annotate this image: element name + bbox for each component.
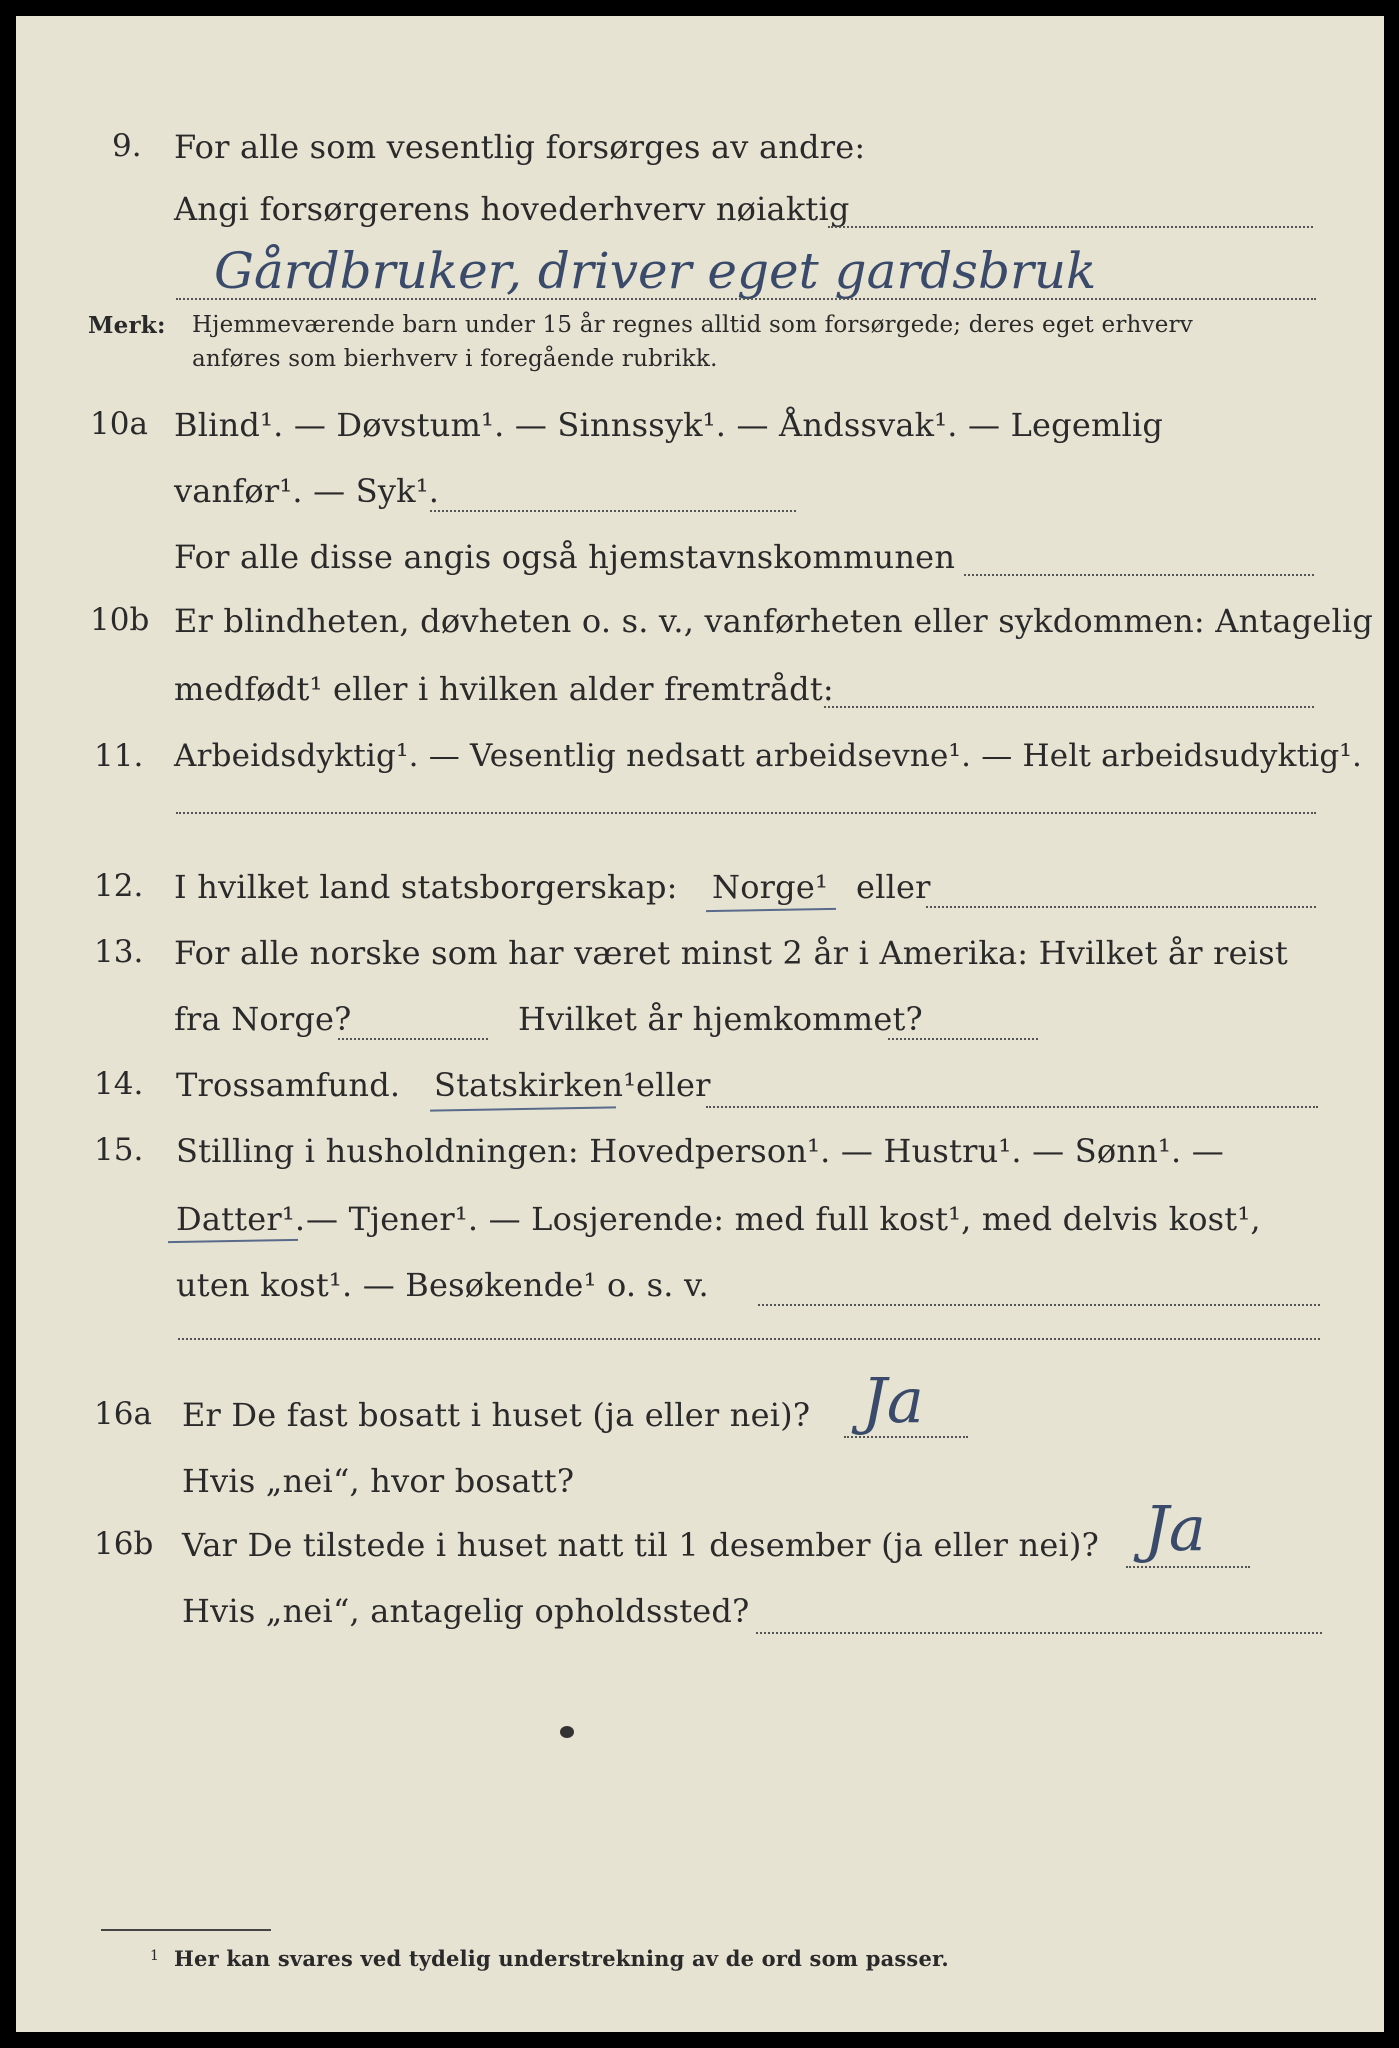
q9-subrow [16,190,1384,240]
q9-fill-line [828,226,1313,228]
q11-row [16,738,1384,788]
q13-row [16,934,1384,984]
q16a-question: Er De fast bosatt i huset (ja eller nei)? [182,1396,811,1434]
footnote [16,1946,1384,1986]
q11-number: 11. [94,738,144,774]
census-form-page [16,16,1384,2032]
ink-dot [560,1726,574,1738]
q16b-handwritten-answer: Ja [1144,1492,1206,1565]
q9-number: 9. [112,128,142,164]
q10a-line1: Blind¹. — Døvstum¹. — Sinnssyk¹. — Åndssvak¹. — Legemlig [174,406,1164,444]
merk-line2: anføres som bierhverv i foregående rubrikk. [192,346,718,372]
q9-question: For alle som vesentlig forsørges av andre: [174,128,866,166]
q13-line2-b: Hvilket år hjemkommet? [518,1000,923,1038]
q16b-question: Var De tilstede i huset natt til 1 desember (ja eller nei)? [182,1526,1099,1564]
q15-line3: uten kost¹. — Besøkende¹ o. s. v. [176,1266,709,1304]
footnote-rule [101,1929,271,1931]
q10a-number: 10a [90,406,148,442]
q14-or: eller [636,1066,711,1104]
q9-subquestion: Angi forsørgerens hovederhverv nøiaktig [174,190,850,228]
q11-fill-line [176,812,1316,814]
q15-row2 [16,1200,1384,1250]
q14-number: 14. [94,1066,144,1102]
merk-note [16,308,1384,378]
q10a-row3 [16,538,1384,588]
q15-option-datter: Datter¹. [176,1200,306,1238]
q10a-fill-line [430,510,796,512]
q16a-handwritten-answer: Ja [862,1364,924,1437]
q12-fill-line [926,906,1316,908]
q14-option-statskirken: Statskirken¹ [434,1066,637,1104]
q10a-row [16,406,1384,456]
q16b-answer-line [1126,1566,1250,1568]
footnote-mark: 1 [150,1948,160,1964]
q14-row [16,1066,1384,1116]
q13-row2 [16,1000,1384,1050]
q13-year-left-line [338,1038,488,1040]
q16b-fill-line [756,1632,1322,1634]
q16a-row [16,1396,1384,1446]
q9-answer-line [176,298,1316,300]
q9-handwritten-answer: Gårdbruker, driver eget gardsbruk [214,242,1097,300]
q11-line1: Arbeidsdyktig¹. — Vesentlig nedsatt arbeidsevne¹. — Helt arbeidsudyktig¹. [174,738,1363,774]
q10b-line1: Er blindheten, døvheten o. s. v., vanførheten eller sykdommen: Antagelig [174,602,1374,640]
q15-row [16,1132,1384,1182]
footnote-text: Her kan svares ved tydelig understrekning av de ord som passer. [174,1946,949,1971]
q15-line1: Stilling i husholdningen: Hovedperson¹. — Hustru¹. — Sønn¹. — [176,1132,1224,1170]
q13-year-right-line [888,1038,1038,1040]
q10b-fill-line [824,706,1314,708]
q16b-number: 16b [94,1526,154,1562]
q12-number: 12. [94,868,144,904]
q15-fill-line [758,1304,1320,1306]
q13-number: 13. [94,934,144,970]
merk-label: Merk: [88,312,166,339]
q13-line2-a: fra Norge? [174,1000,352,1038]
q10a-row2 [16,472,1384,522]
q10a-line2: vanfør¹. — Syk¹. [174,472,440,510]
q15-line2: — Tjener¹. — Losjerende: med full kost¹, med delvis kost¹, [306,1200,1261,1238]
q15-row3 [16,1266,1384,1316]
q12-or: eller [856,868,931,906]
q13-line1: For alle norske som har været minst 2 år i Amerika: Hvilket år reist [174,934,1288,972]
q15-fill-line2 [178,1338,1320,1340]
q12-question: I hvilket land statsborgerskap: [174,868,678,906]
q14-question: Trossamfund. [176,1066,401,1104]
q12-row [16,868,1384,918]
q10b-number: 10b [90,602,150,638]
q10a-line3: For alle disse angis også hjemstavnskommunen [174,538,956,576]
q14-fill-line [706,1106,1318,1108]
q16b-line2: Hvis „nei“, antagelig opholdssted? [182,1592,750,1630]
q16a-line2: Hvis „nei“, hvor bosatt? [182,1462,575,1500]
q12-option-norge: Norge¹ [712,868,829,906]
q10b-line2: medfødt¹ eller i hvilken alder fremtrådt: [174,670,834,708]
q10b-row2 [16,670,1384,720]
q9-row [16,128,1384,178]
q16a-number: 16a [94,1396,152,1432]
q16b-row2 [16,1592,1384,1642]
merk-line1: Hjemmeværende barn under 15 år regnes alltid som forsørgede; deres eget erhverv [192,312,1193,338]
q10b-row [16,602,1384,652]
q10a-fill-line2 [964,574,1314,576]
q15-number: 15. [94,1132,144,1168]
